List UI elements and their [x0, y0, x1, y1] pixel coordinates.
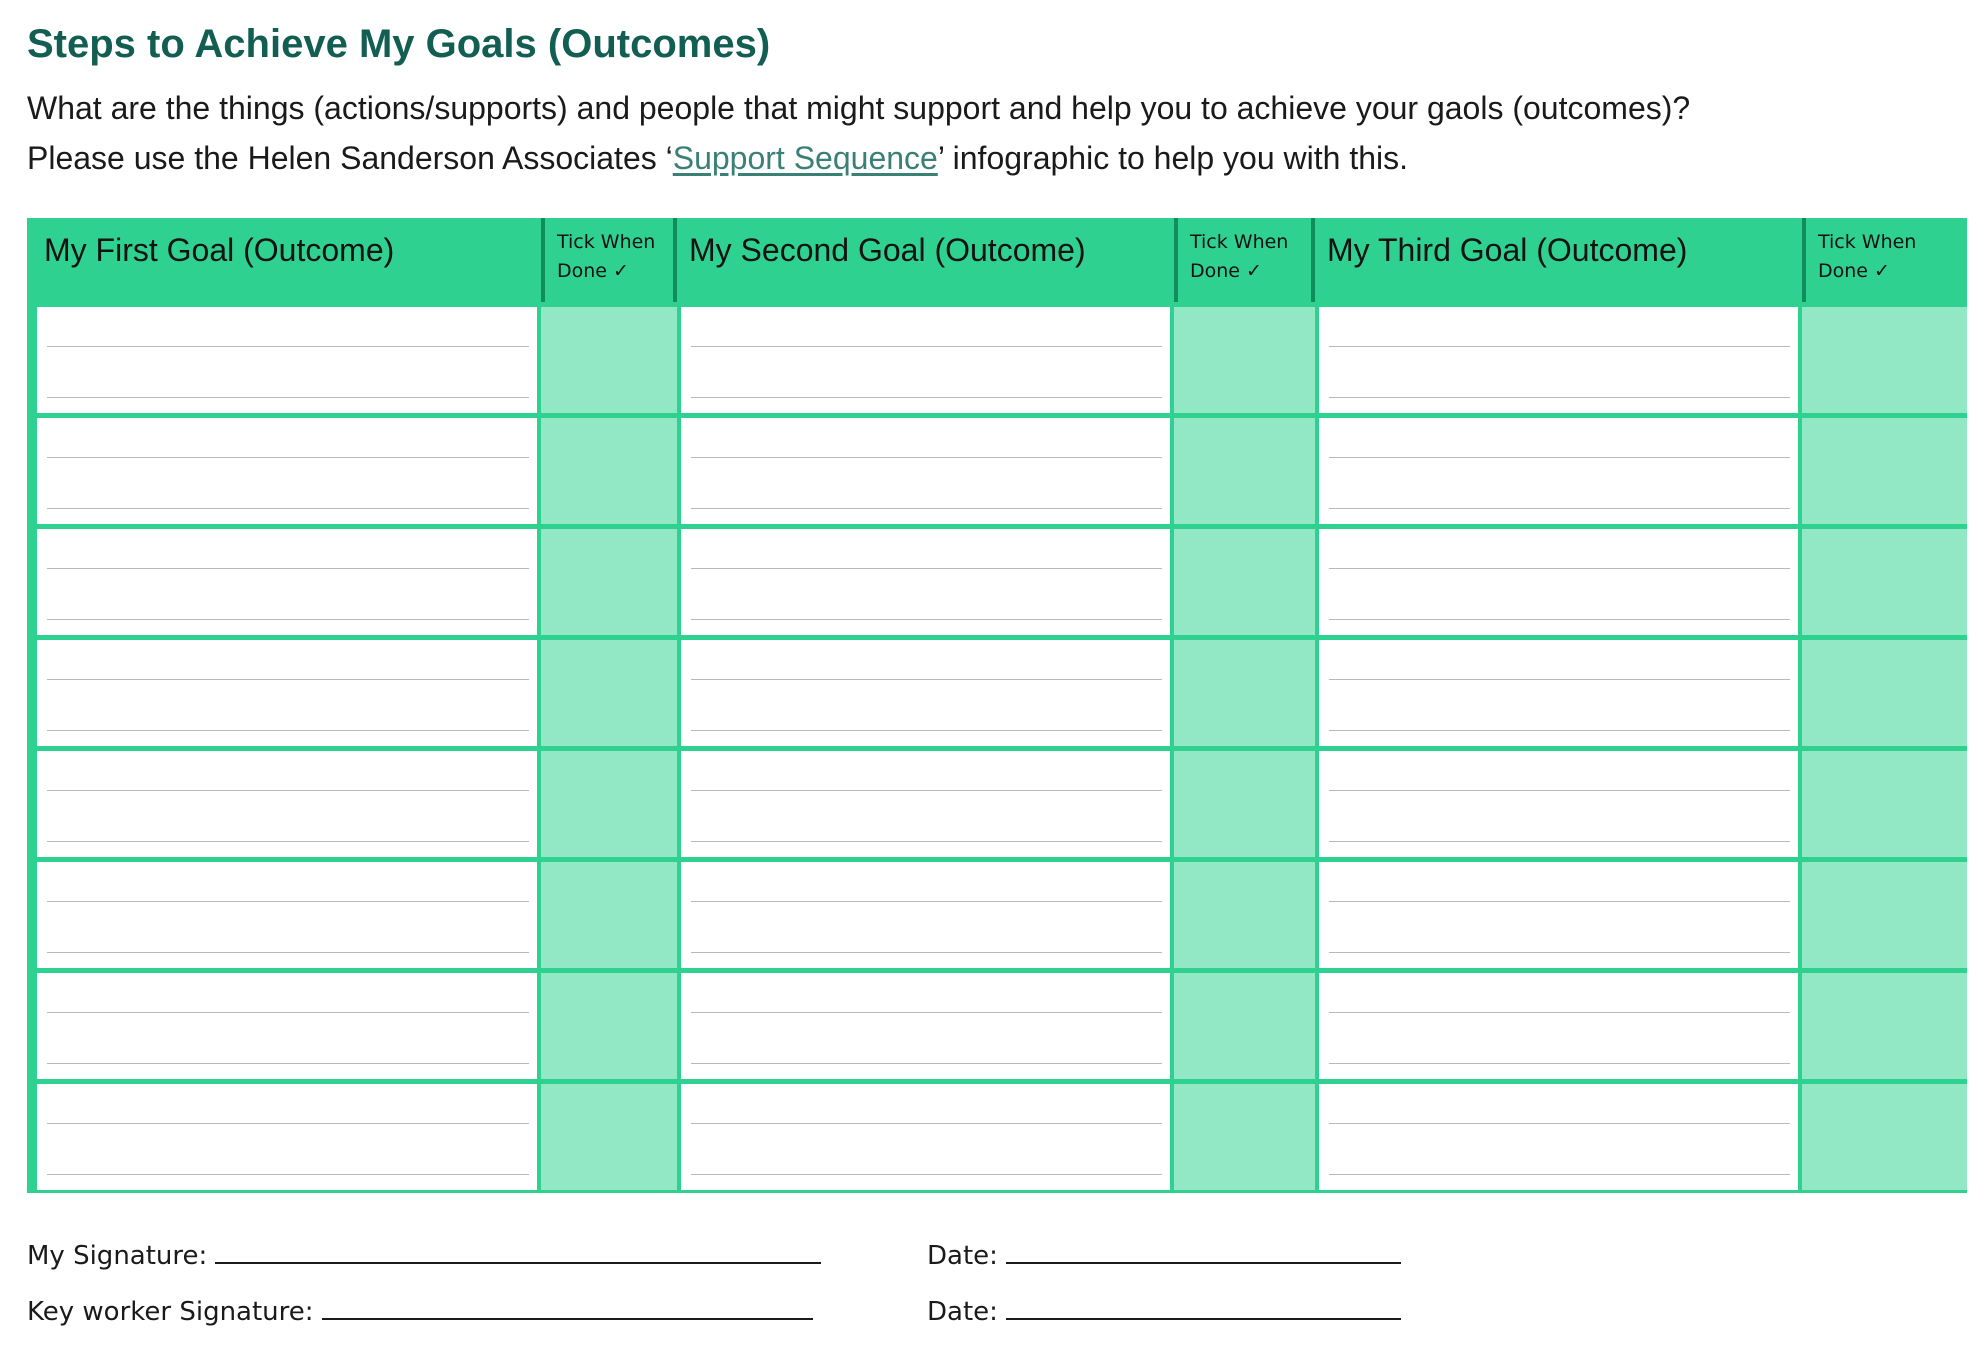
writing-line: [691, 457, 1162, 458]
writing-line: [1329, 397, 1790, 398]
third-goal-step-cell[interactable]: [1319, 418, 1798, 524]
second-goal-step-cell[interactable]: [681, 307, 1170, 413]
first-goal-step-cell[interactable]: [37, 751, 537, 857]
header-second-goal: My Second Goal (Outcome): [689, 232, 1086, 268]
writing-line: [47, 841, 529, 842]
writing-line: [691, 790, 1162, 791]
writing-line: [47, 730, 529, 731]
first-goal-step-cell[interactable]: [37, 862, 537, 968]
third-goal-tick-box[interactable]: [1802, 1084, 1967, 1190]
writing-line: [691, 568, 1162, 569]
tick-header-line1: Tick When: [1818, 231, 1917, 253]
writing-line: [691, 508, 1162, 509]
writing-line: [1329, 568, 1790, 569]
second-goal-step-cell[interactable]: [681, 751, 1170, 857]
intro-instruction: [27, 140, 1408, 177]
second-goal-tick-box[interactable]: [1174, 307, 1315, 413]
first-goal-step-cell[interactable]: [37, 1084, 537, 1190]
third-goal-tick-box[interactable]: [1802, 529, 1967, 635]
first-goal-tick-box[interactable]: [541, 418, 677, 524]
header-tick-second-goal: [1174, 218, 1315, 302]
my-signature-date-row: [927, 1236, 1401, 1271]
third-goal-step-cell[interactable]: [1319, 751, 1798, 857]
writing-line: [1329, 790, 1790, 791]
first-goal-step-cell[interactable]: [37, 640, 537, 746]
writing-line: [1329, 679, 1790, 680]
second-goal-step-cell[interactable]: [681, 1084, 1170, 1190]
writing-line: [1329, 1063, 1790, 1064]
second-goal-tick-box[interactable]: [1174, 640, 1315, 746]
writing-line: [691, 952, 1162, 953]
first-goal-tick-box[interactable]: [541, 529, 677, 635]
first-goal-tick-box[interactable]: [541, 1084, 677, 1190]
header-tick-third-goal: [1802, 218, 1967, 302]
writing-line: [47, 1123, 529, 1124]
writing-line: [1329, 619, 1790, 620]
writing-line: [1329, 346, 1790, 347]
writing-line: [1329, 901, 1790, 902]
first-goal-step-cell[interactable]: [37, 307, 537, 413]
second-goal-step-cell[interactable]: [681, 973, 1170, 1079]
tick-header-line2: Done ✓: [1190, 260, 1262, 282]
writing-line: [1329, 1174, 1790, 1175]
writing-line: [1329, 457, 1790, 458]
intro-text-start: Please use the Helen Sanderson Associates ‘: [27, 140, 673, 176]
my-signature-label: My Signature:: [27, 1241, 208, 1271]
second-goal-tick-box[interactable]: [1174, 751, 1315, 857]
key-worker-signature-field[interactable]: [322, 1292, 813, 1320]
writing-line: [1329, 508, 1790, 509]
first-goal-step-cell[interactable]: [37, 529, 537, 635]
page-title: Steps to Achieve My Goals (Outcomes): [27, 22, 771, 66]
writing-line: [691, 1174, 1162, 1175]
third-goal-tick-box[interactable]: [1802, 307, 1967, 413]
writing-line: [47, 901, 529, 902]
writing-line: [47, 1012, 529, 1013]
writing-line: [47, 1063, 529, 1064]
tick-header-line1: Tick When: [557, 231, 656, 253]
third-goal-step-cell[interactable]: [1319, 640, 1798, 746]
writing-line: [691, 346, 1162, 347]
writing-line: [1329, 952, 1790, 953]
header-tick-first-goal: [541, 218, 677, 302]
writing-line: [1329, 1012, 1790, 1013]
writing-line: [691, 901, 1162, 902]
first-goal-tick-box[interactable]: [541, 973, 677, 1079]
second-goal-tick-box[interactable]: [1174, 529, 1315, 635]
writing-line: [1329, 1123, 1790, 1124]
second-goal-tick-box[interactable]: [1174, 418, 1315, 524]
first-goal-step-cell[interactable]: [37, 973, 537, 1079]
writing-line: [691, 1012, 1162, 1013]
first-goal-tick-box[interactable]: [541, 307, 677, 413]
tick-header-line2: Done ✓: [1818, 260, 1890, 282]
third-goal-step-cell[interactable]: [1319, 307, 1798, 413]
first-goal-tick-box[interactable]: [541, 862, 677, 968]
my-signature-row: [27, 1236, 821, 1271]
writing-line: [47, 457, 529, 458]
writing-line: [691, 679, 1162, 680]
tick-header-line1: Tick When: [1190, 231, 1289, 253]
header-first-goal: My First Goal (Outcome): [44, 232, 395, 268]
third-goal-tick-box[interactable]: [1802, 418, 1967, 524]
date-label: Date:: [927, 1241, 998, 1271]
third-goal-tick-box[interactable]: [1802, 640, 1967, 746]
header-third-goal: My Third Goal (Outcome): [1327, 232, 1688, 268]
writing-line: [47, 619, 529, 620]
second-goal-step-cell[interactable]: [681, 640, 1170, 746]
intro-text-end: ’ infographic to help you with this.: [937, 140, 1409, 176]
writing-line: [47, 508, 529, 509]
goals-table: [27, 218, 1967, 1193]
writing-line: [691, 841, 1162, 842]
intro-question: What are the things (actions/supports) and people that might support and help you to achieve your gaols (outcomes)?: [27, 90, 1691, 126]
key-worker-date-row: [927, 1292, 1401, 1327]
second-goal-tick-box[interactable]: [1174, 1084, 1315, 1190]
third-goal-step-cell[interactable]: [1319, 973, 1798, 1079]
date-label: Date:: [927, 1297, 998, 1327]
third-goal-step-cell[interactable]: [1319, 862, 1798, 968]
writing-line: [47, 397, 529, 398]
first-goal-step-cell[interactable]: [37, 418, 537, 524]
writing-line: [47, 790, 529, 791]
writing-line: [691, 619, 1162, 620]
second-goal-step-cell[interactable]: [681, 529, 1170, 635]
second-goal-step-cell[interactable]: [681, 418, 1170, 524]
my-signature-field[interactable]: [215, 1236, 821, 1264]
writing-line: [691, 1063, 1162, 1064]
my-signature-date-field[interactable]: [1006, 1236, 1401, 1264]
third-goal-tick-box[interactable]: [1802, 751, 1967, 857]
second-goal-tick-box[interactable]: [1174, 862, 1315, 968]
key-worker-signature-row: [27, 1292, 813, 1327]
third-goal-tick-box[interactable]: [1802, 862, 1967, 968]
writing-line: [691, 730, 1162, 731]
first-goal-tick-box[interactable]: [541, 640, 677, 746]
support-sequence-link[interactable]: Support Sequence: [672, 140, 938, 176]
writing-line: [691, 1123, 1162, 1124]
third-goal-step-cell[interactable]: [1319, 1084, 1798, 1190]
third-goal-tick-box[interactable]: [1802, 973, 1967, 1079]
writing-line: [1329, 730, 1790, 731]
writing-line: [47, 952, 529, 953]
key-worker-date-field[interactable]: [1006, 1292, 1401, 1320]
writing-line: [47, 346, 529, 347]
writing-line: [47, 679, 529, 680]
first-goal-tick-box[interactable]: [541, 751, 677, 857]
key-worker-signature-label: Key worker Signature:: [27, 1297, 314, 1327]
writing-line: [47, 568, 529, 569]
second-goal-tick-box[interactable]: [1174, 973, 1315, 1079]
writing-line: [47, 1174, 529, 1175]
writing-line: [691, 397, 1162, 398]
second-goal-step-cell[interactable]: [681, 862, 1170, 968]
tick-header-line2: Done ✓: [557, 260, 629, 282]
writing-line: [1329, 841, 1790, 842]
third-goal-step-cell[interactable]: [1319, 529, 1798, 635]
